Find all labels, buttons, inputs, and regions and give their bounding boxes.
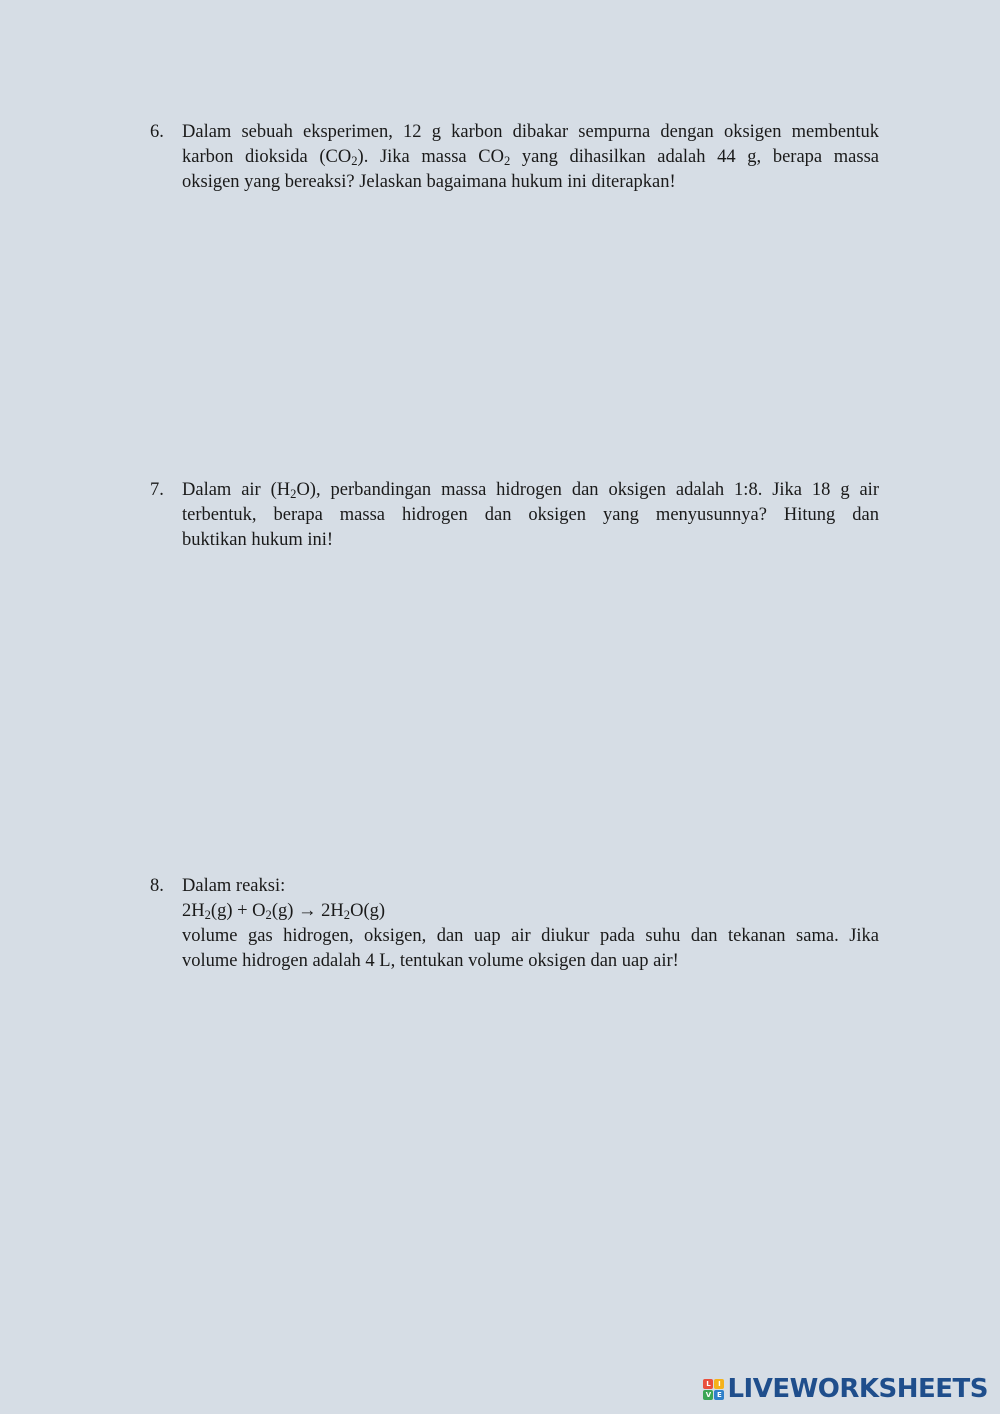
question-text xyxy=(182,120,879,195)
question-7 xyxy=(150,478,879,553)
reaction-equation: $2H_2(g) + O_2(g) \to 2H_2O(g)$ xyxy=(182,901,386,923)
question-line: Dalam sebuah eksperimen, 12 g karbon dibakar sempurna dengan oksigen membentuk xyxy=(182,122,879,142)
question-8 xyxy=(150,874,879,974)
question-line: buktikan hukum ini! xyxy=(182,530,334,550)
question-line: volume hidrogen adalah 4 L, tentukan volume oksigen dan uap air! xyxy=(182,951,679,971)
question-number: 8. xyxy=(150,876,164,896)
logo-mark-cell: V xyxy=(703,1390,713,1400)
logo-mark-cell: L xyxy=(703,1379,713,1389)
question-text xyxy=(182,478,879,553)
question-6 xyxy=(150,120,879,195)
answer-area-7[interactable] xyxy=(150,565,879,860)
question-line: Dalam reaksi: xyxy=(182,876,286,896)
liveworksheets-logo-icon xyxy=(703,1379,724,1400)
question-text xyxy=(182,874,879,974)
question-line: karbon dioksida $(CO_2)$. Jika massa $CO_2$ yang dihasilkan adalah 44 g, berapa massa xyxy=(182,147,879,169)
question-number: 6. xyxy=(150,122,164,142)
logo-text: LIVEWORKSHEETS xyxy=(727,1374,988,1404)
logo-mark-cell: I xyxy=(714,1379,724,1389)
question-line: oksigen yang bereaksi? Jelaskan bagaimana hukum ini diterapkan! xyxy=(182,172,676,192)
liveworksheets-logo xyxy=(703,1373,988,1405)
question-line: volume gas hidrogen, oksigen, dan uap air diukur pada suhu dan tekanan sama. Jika xyxy=(182,926,879,946)
answer-area-6[interactable] xyxy=(150,205,879,465)
question-number: 7. xyxy=(150,480,164,500)
question-line: Dalam air $(H_2O)$, perbandingan massa hidrogen dan oksigen adalah 1:8. Jika 18 g air xyxy=(182,480,879,502)
answer-area-8[interactable] xyxy=(150,990,879,1330)
logo-mark-cell: E xyxy=(714,1390,724,1400)
question-line: terbentuk, berapa massa hidrogen dan oksigen yang menyusunnya? Hitung dan xyxy=(182,505,879,525)
